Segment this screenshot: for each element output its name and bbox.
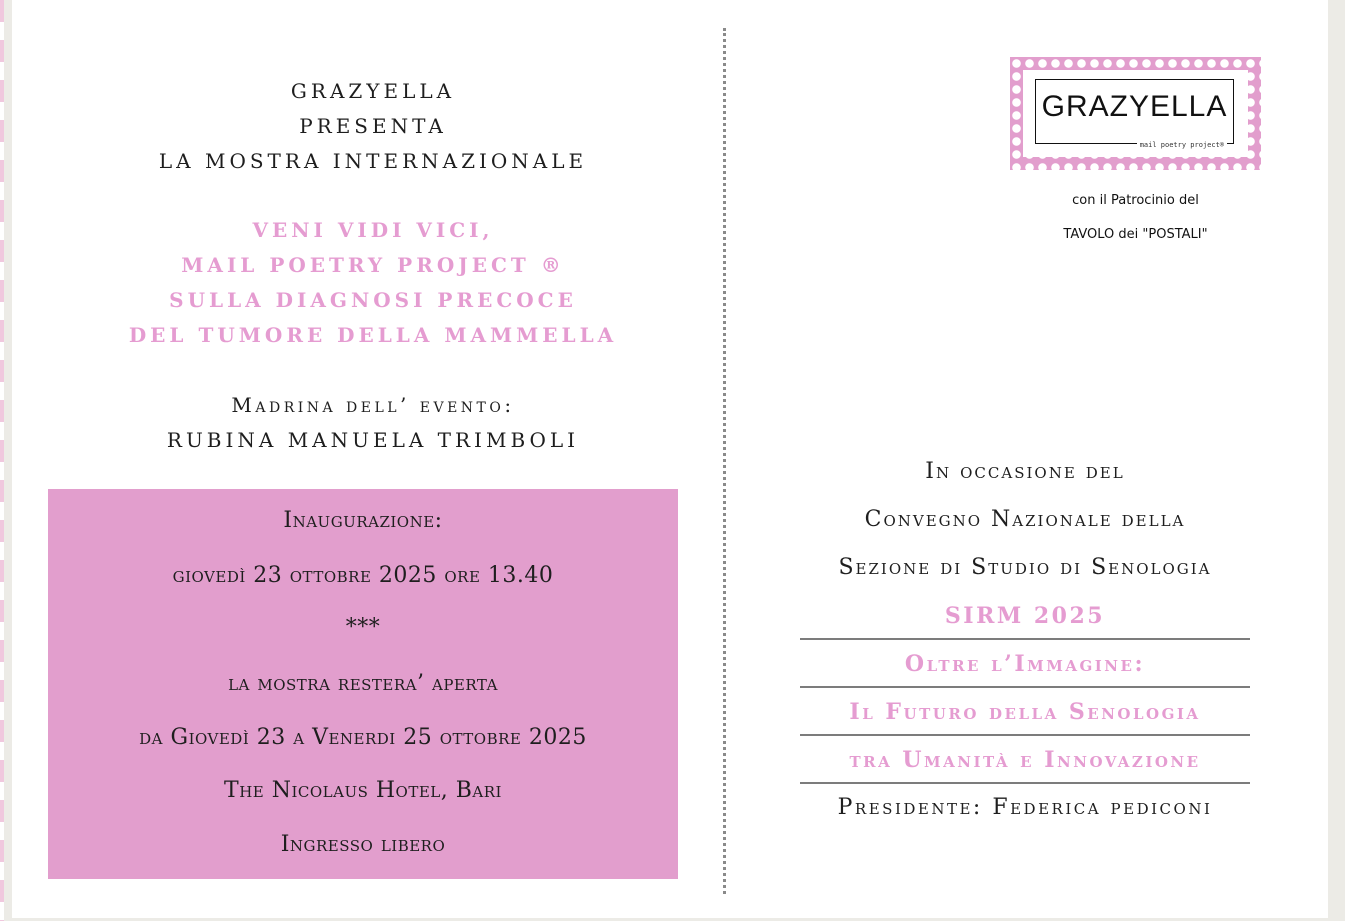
open-dates: da Giovedì 23 a Venerdi 25 ottobre 2025: [139, 725, 587, 750]
madrina-section: [48, 388, 698, 458]
patronage-line-1: con il Patrocinio del: [1072, 193, 1199, 208]
title-line-4: DEL TUMORE DELLA MAMMELLA: [128, 323, 618, 347]
congress-subtitle-3: tra Umanità e Innovazione: [800, 736, 1250, 784]
congress-line-3: Sezione di Studio di Senologia: [838, 555, 1212, 580]
postage-stamp-logo: [1010, 57, 1261, 170]
congress-event-name: SIRM 2025: [800, 592, 1250, 640]
congress-subtitle-1: Oltre l’Immagine:: [800, 640, 1250, 688]
stamp-frame: [1035, 79, 1234, 149]
congress-president: Presidente: Federica pediconi: [837, 795, 1213, 820]
patronage-line-2: TAVOLO dei "POSTALI": [1063, 227, 1208, 242]
title-line-1: VENI VIDI VICI,: [252, 218, 494, 242]
intro-text: [48, 74, 698, 179]
inauguration-label: Inaugurazione:: [283, 508, 443, 533]
separator-asterisks: ***: [345, 615, 381, 640]
exhibition-title: [48, 213, 698, 353]
congress-subtitle-2: Il Futuro della Senologia: [800, 688, 1250, 736]
organizer-name: GRAZYELLA: [290, 79, 456, 103]
inauguration-date: giovedì 23 ottobre 2025 ore 13.40: [172, 563, 554, 588]
stamp-title: GRAZYELLA: [1041, 90, 1228, 123]
madrina-label: Madrina dell’ evento:: [231, 393, 515, 417]
event-info-box: [48, 489, 678, 879]
entry-info: Ingresso libero: [280, 832, 446, 857]
congress-line-1: In occasione del: [925, 459, 1125, 484]
madrina-name: RUBINA MANUELA TRIMBOLI: [166, 428, 580, 452]
postcard-edge-border: [0, 0, 4, 921]
title-line-2: MAIL POETRY PROJECT ®: [181, 253, 565, 277]
stamp-inner: [1023, 70, 1248, 157]
congress-section: [800, 448, 1250, 832]
venue: The Nicolaus Hotel, Bari: [224, 778, 502, 803]
title-line-3: SULLA DIAGNOSI PRECOCE: [169, 288, 577, 312]
presents-text: PRESENTA: [299, 114, 447, 138]
left-panel: [48, 0, 698, 918]
open-line: la mostra restera’ aperta: [228, 671, 498, 696]
congress-line-2: Convegno Nazionale della: [864, 507, 1186, 532]
dotted-divider: [723, 28, 726, 894]
stamp-subtitle: mail poetry project®: [1137, 141, 1227, 149]
exhibition-type: LA MOSTRA INTERNAZIONALE: [158, 149, 588, 173]
